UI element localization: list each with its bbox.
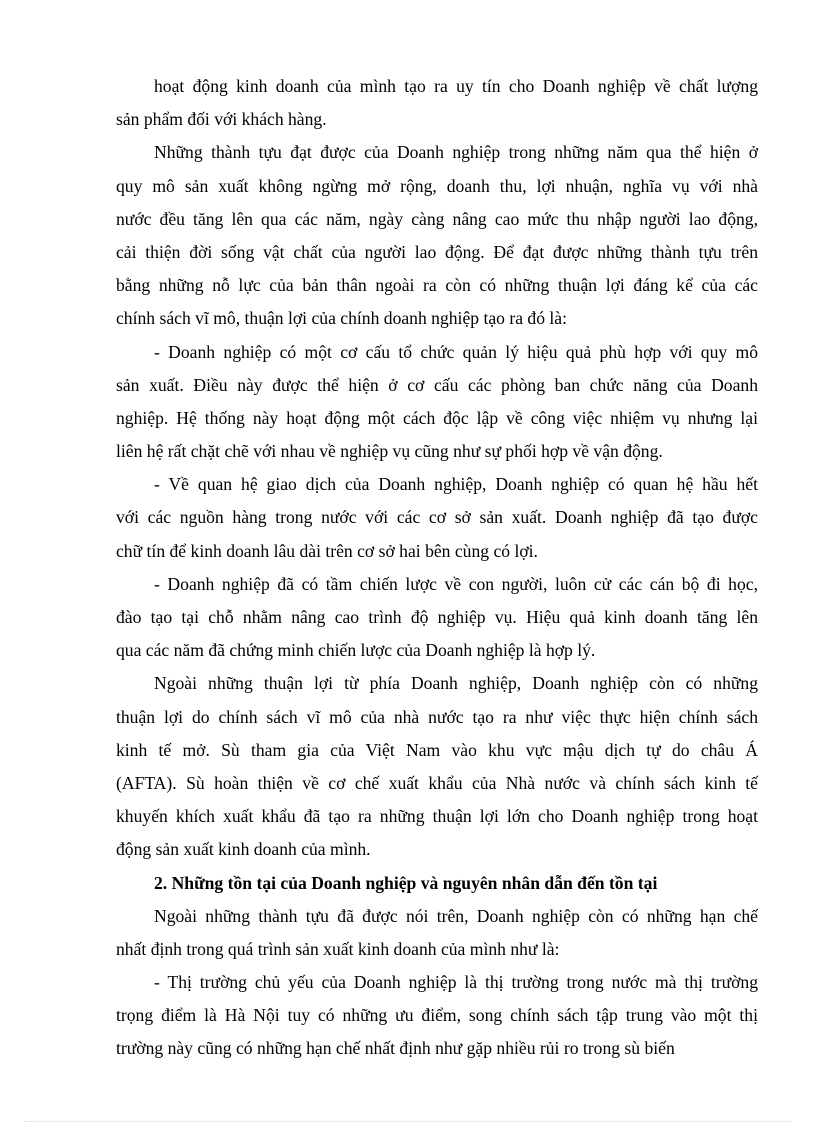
paragraph xyxy=(116,900,758,966)
page-bottom-border xyxy=(24,1121,792,1122)
text-line: sản phẩm đối với khách hàng. xyxy=(116,109,327,130)
text-line: kinh tế mở. Sù tham gia của Việt Nam vào khu vực mậu dịch tự do châu Á xyxy=(116,739,758,760)
text-line: qua các năm đã chứng minh chiến lược của Doanh nghiệp là hợp lý. xyxy=(116,640,596,661)
text-line: Ngoài những thuận lợi từ phía Doanh nghiệp, Doanh nghiệp còn có những xyxy=(154,673,758,694)
section-heading xyxy=(116,867,758,900)
text-line: trường này cũng có những hạn chế nhất định như gặp nhiều rủi ro trong sù biến xyxy=(116,1038,675,1059)
text-line: bằng những nỗ lực của bản thân ngoài ra còn có những thuận lợi đáng kể của các xyxy=(116,275,758,296)
text-line: nghiệp. Hệ thống này hoạt động một cách độc lập về công việc nhiệm vụ nhưng lại xyxy=(116,407,758,428)
text-line: Những thành tựu đạt được của Doanh nghiệp trong những năm qua thể hiện ở xyxy=(154,142,758,163)
text-line: - Doanh nghiệp đã có tầm chiến lược về con người, luôn cử các cán bộ đi học, xyxy=(154,573,758,594)
text-line: chính sách vĩ mô, thuận lợi của chính doanh nghiệp tạo ra đó là: xyxy=(116,308,567,329)
text-line: trọng điểm là Hà Nội tuy có những ưu điểm, song chính sách tập trung vào một thị xyxy=(116,1005,758,1026)
text-line: thuận lợi do chính sách vĩ mô của nhà nước tạo ra như việc thực hiện chính sách xyxy=(116,706,758,727)
paragraph xyxy=(116,70,758,136)
text-line: nước đều tăng lên qua các năm, ngày càng nâng cao mức thu nhập người lao động, xyxy=(116,208,758,229)
document-body xyxy=(116,70,758,1066)
paragraph xyxy=(116,568,758,668)
text-line: cải thiện đời sống vật chất của người lao động. Để đạt được những thành tựu trên xyxy=(116,241,758,262)
text-line: hoạt động kinh doanh của mình tạo ra uy tín cho Doanh nghiệp về chất lượng xyxy=(154,76,758,96)
text-line: đào tạo tại chỗ nhằm nâng cao trình độ nghiệp vụ. Hiệu quả kinh doanh tăng lên xyxy=(116,607,758,627)
text-line: (AFTA). Sù hoàn thiện về cơ chế xuất khẩu của Nhà nước và chính sách kinh tế xyxy=(116,772,758,793)
text-line: 2. Những tồn tại của Doanh nghiệp và nguyên nhân dẫn đến tồn tại xyxy=(154,872,658,893)
paragraph xyxy=(116,136,758,335)
text-line: động sản xuất kinh doanh của mình. xyxy=(116,839,371,860)
text-line: liên hệ rất chặt chẽ với nhau về nghiệp vụ cũng như sự phối hợp về vận động. xyxy=(116,441,663,462)
text-line: với các nguồn hàng trong nước với các cơ sở sản xuất. Doanh nghiệp đã tạo được xyxy=(116,507,758,528)
text-line: sản xuất. Điều này được thể hiện ở cơ cấu các phòng ban chức năng của Doanh xyxy=(116,374,758,395)
text-line: - Doanh nghiệp có một cơ cấu tổ chức quản lý hiệu quả phù hợp với quy mô xyxy=(154,341,758,362)
paragraph xyxy=(116,336,758,469)
text-line: nhất định trong quá trình sản xuất kinh doanh của mình như là: xyxy=(116,938,560,959)
paragraph xyxy=(116,667,758,866)
text-line: khuyến khích xuất khẩu đã tạo ra những thuận lợi lớn cho Doanh nghiệp trong hoạt xyxy=(116,806,758,827)
text-line: chữ tín để kinh doanh lâu dài trên cơ sở hai bên cùng có lợi. xyxy=(116,540,538,561)
text-line: - Về quan hệ giao dịch của Doanh nghiệp, Doanh nghiệp có quan hệ hầu hết xyxy=(154,474,758,495)
text-line: quy mô sản xuất không ngừng mở rộng, doanh thu, lợi nhuận, nghĩa vụ với nhà xyxy=(116,175,758,196)
text-line: - Thị trường chủ yếu của Doanh nghiệp là thị trường trong nước mà thị trường xyxy=(154,972,758,993)
paragraph xyxy=(116,966,758,1066)
paragraph xyxy=(116,468,758,568)
text-line: Ngoài những thành tựu đã được nói trên, Doanh nghiệp còn có những hạn chế xyxy=(154,905,758,926)
